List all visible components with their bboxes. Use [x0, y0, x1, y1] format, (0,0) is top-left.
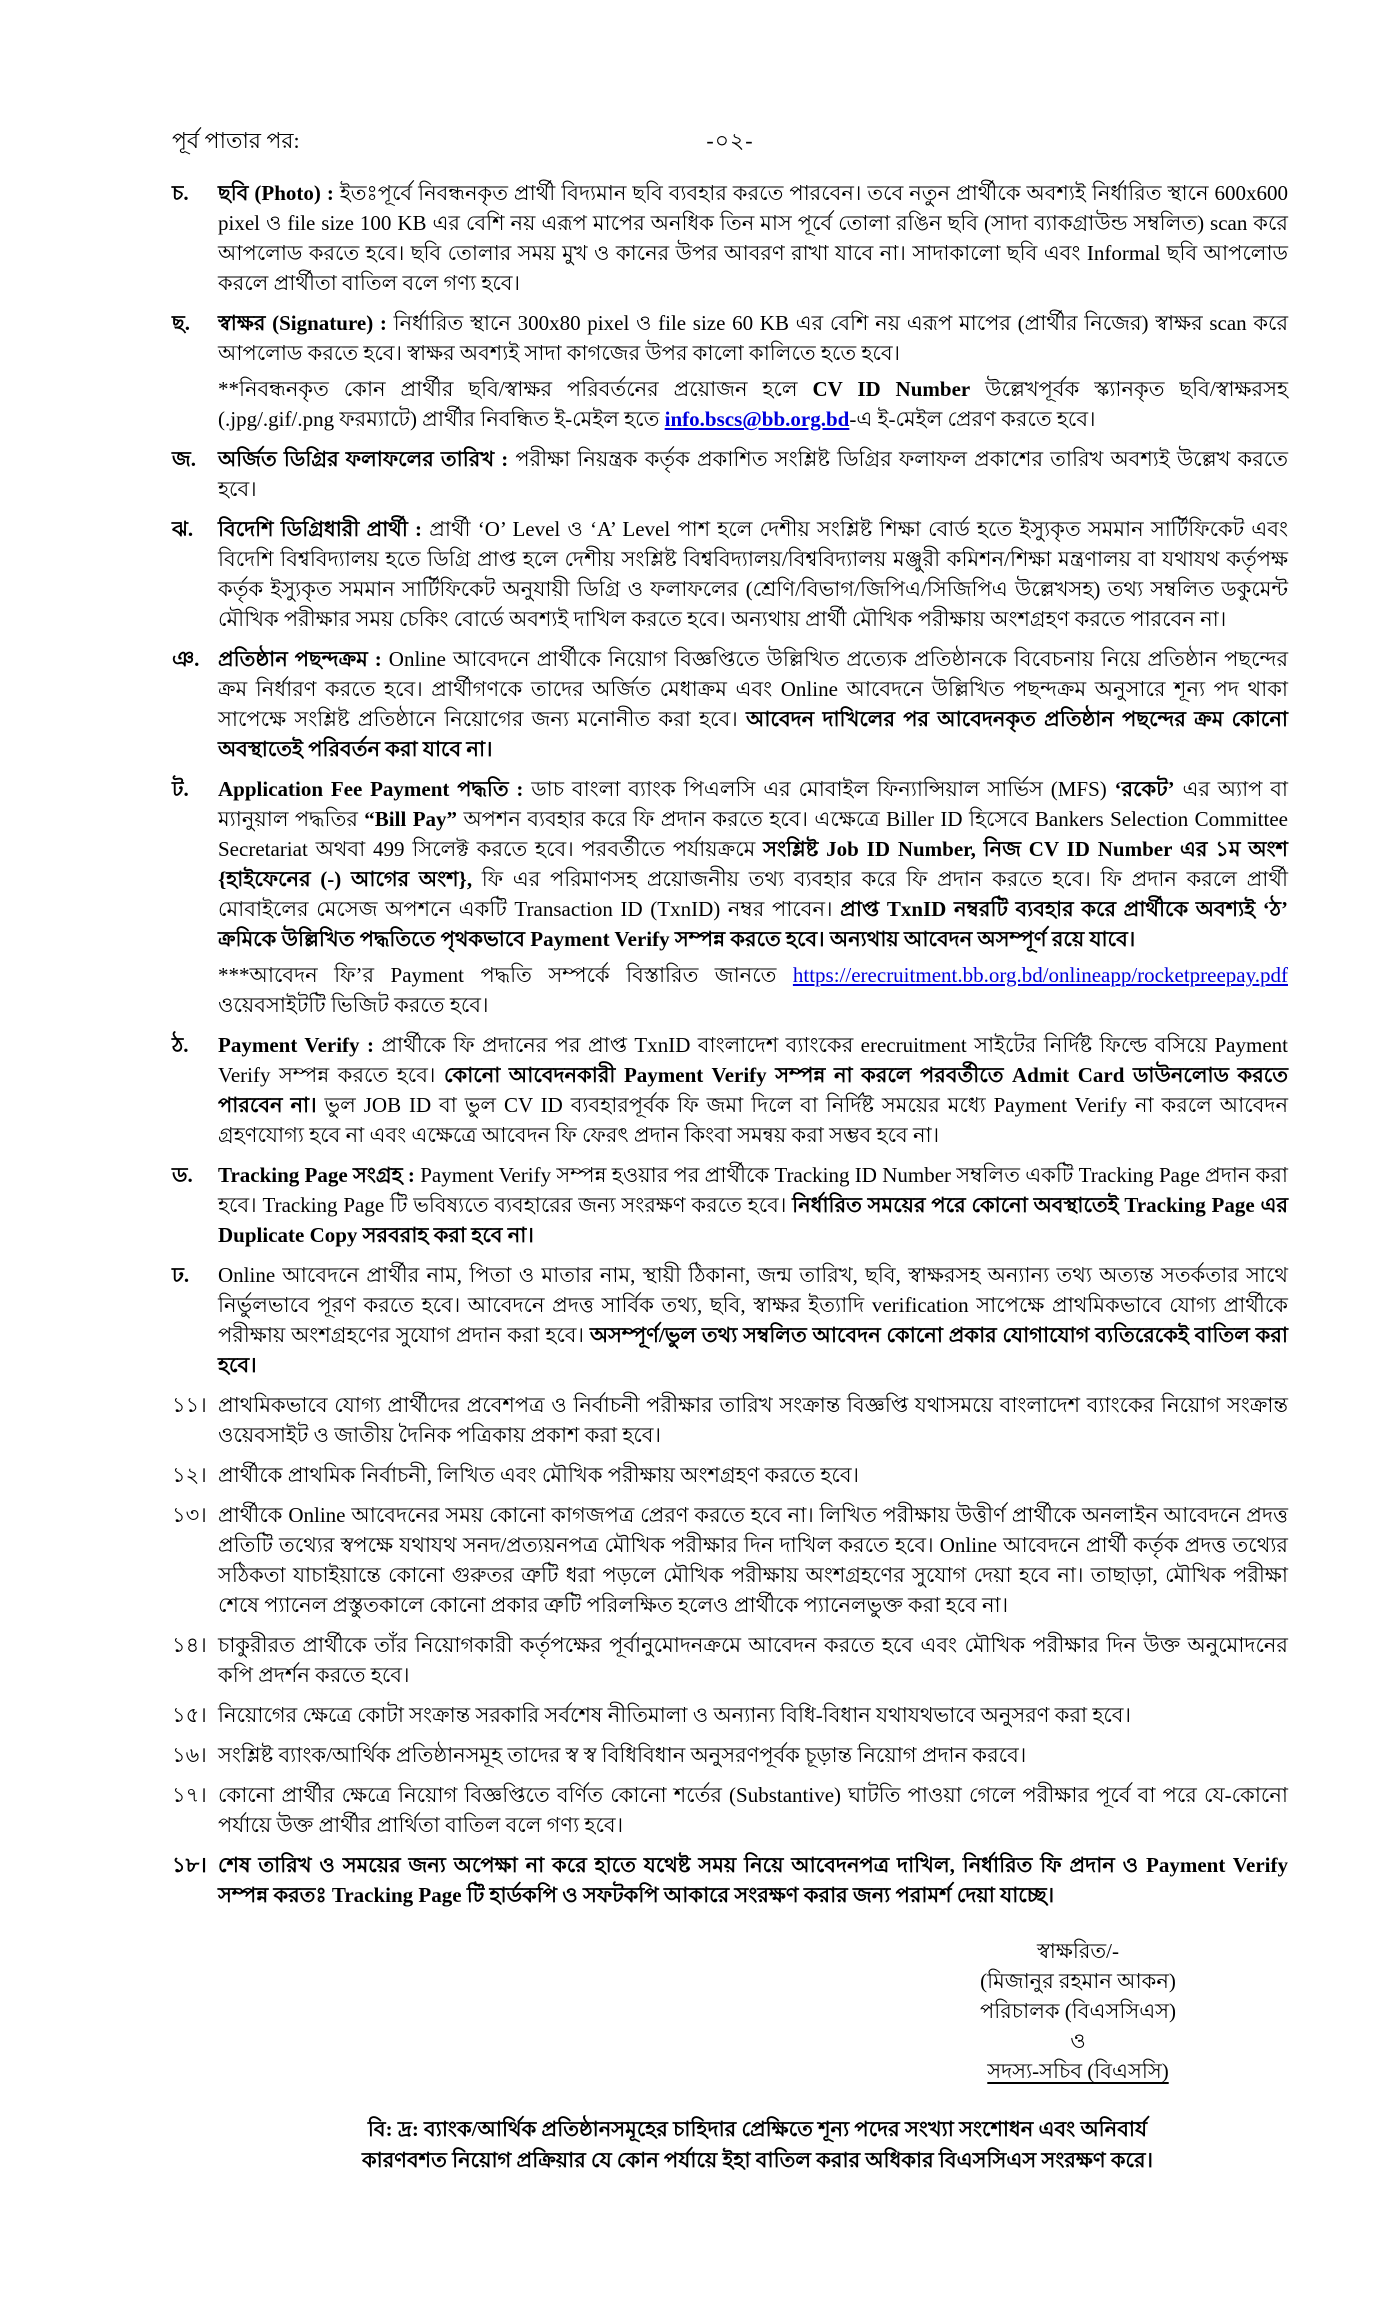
text-segment: চাকুরীরত প্রার্থীকে তাঁর নিয়োগকারী কর্তৃপক্ষের পূর্বানুমোদনক্রমে আবেদন করতে হবে এবং মৌখিক পরীক্ষার দিন উক্ত অনুমোদনের কপি প্রদর্শন করতে হবে। — [218, 1633, 1288, 1687]
text-segment: প্রার্থীকে প্রাথমিক নির্বাচনী, লিখিত এবং মৌখিক পরীক্ষায় অংশগ্রহণ করতে হবে। — [218, 1463, 860, 1487]
item-paragraph — [218, 1780, 1288, 1840]
item-body — [218, 1500, 1288, 1620]
text-segment: প্রাপ্ত TxnID নম্বরটি ব্যবহার করে প্রার্থীকে অবশ্যই ‘ঠ’ ক্রমিকে উল্লিখিত পদ্ধতিতে পৃথকভাবে Payment Verify সম্পন্ন করতে হবে। অন্যথায় আবেদন অসম্পূর্ণ রয়ে যাবে। — [218, 897, 1288, 951]
item-paragraph — [218, 514, 1288, 634]
text-segment: নির্ধারিত সময়ের পরে কোনো অবস্থাতেই Tracking Page এর Duplicate Copy সরবরাহ করা হবে না। — [218, 1193, 1288, 1247]
text-segment: Tracking Page সংগ্রহ : — [218, 1163, 421, 1187]
list-item-4 — [172, 514, 1288, 634]
list-item-11 — [172, 1460, 1288, 1490]
item-marker: ঠ. — [172, 1033, 189, 1057]
page-header — [172, 128, 1288, 158]
text-segment: Application Fee Payment পদ্ধতি : — [218, 777, 532, 801]
footnote — [172, 2114, 1288, 2176]
item-body — [218, 1030, 1288, 1150]
list-item-9 — [172, 1260, 1288, 1380]
text-segment: Payment Verify সম্পন্ন হওয়ার পর প্রার্থীকে Tracking ID Number সম্বলিত একটি Tracking Page প্রদান করা হবে। Tracking Page টি ভবিষ্যতে ব্যবহারের জন্য সংরক্ষণ করতে হবে। — [218, 1163, 1288, 1217]
text-segment: -এ ই-মেইল প্রেরণ করতে হবে। — [849, 407, 1096, 431]
text-segment: প্রার্থীকে Online আবেদনের সময় কোনো কাগজপত্র প্রেরণ করতে হবে না। লিখিত পরীক্ষায় উত্তীর্ণ প্রার্থীকে অনলাইন আবেদনে প্রদত্ত প্রতিটি তথ্যের স্বপক্ষে যথাযথ সনদ/প্রত্যয়নপত্র মৌখিক পরীক্ষার দিন দাখিল করতে হবে। Online আবেদনে প্রার্থী কর্তৃক প্রদত্ত তথ্যের সঠিকতা যাচাইয়ান্তে কোনো গুরুতর ত্রুটি ধরা পড়লে মৌখিক পরীক্ষায় অংশগ্রহণের সুযোগ দেয়া হবে না। তাছাড়া, মৌখিক পরীক্ষা শেষে প্যানেল প্রস্তুতকালে কোনো প্রকার ত্রুটি পরিলক্ষিত হলেও প্রার্থীকে প্যানেলভুক্ত করা হবে না। — [218, 1503, 1288, 1617]
list-item-3 — [172, 444, 1288, 504]
page-number: -০২- — [706, 128, 754, 153]
item-paragraph — [218, 308, 1288, 368]
item-paragraph — [218, 774, 1288, 954]
instruction-list — [172, 178, 1288, 1910]
text-segment: Payment Verify : — [218, 1033, 382, 1057]
list-item-8 — [172, 1160, 1288, 1250]
text-segment: ওয়েবসাইটটি ভিজিট করতে হবে। — [218, 993, 489, 1017]
text-segment: নিয়োগের ক্ষেত্রে কোটা সংক্রান্ত সরকারি সর্বশেষ নীতিমালা ও অন্যান্য বিধি-বিধান যথাযথভাবে অনুসরণ করা হবে। — [218, 1703, 1132, 1727]
item-paragraph — [218, 1260, 1288, 1380]
text-segment: অপশন ব্যবহার করে ফি প্রদান করতে হবে। এক্ষেত্রে Biller ID হিসেবে Bankers Selection Committee Secretariat অথবা 499 সিলেক্ট করতে হবে। পরবর্তীতে পর্যায়ক্রমে — [218, 807, 1288, 861]
item-body — [218, 774, 1288, 1020]
text-segment: অসম্পূর্ণ/ভুল তথ্য সম্বলিত আবেদন কোনো প্রকার যোগাযোগ ব্যতিরেকেই বাতিল করা হবে। — [218, 1323, 1288, 1377]
item-marker: ১৩। — [172, 1503, 207, 1527]
signatory-title-member-secretary: সদস্য-সচিব (বিএসসি) — [987, 2059, 1169, 2083]
item-marker: চ. — [172, 181, 189, 205]
item-marker: ঞ. — [172, 647, 200, 671]
item-marker: ১৮। — [172, 1853, 207, 1877]
item-body — [218, 1700, 1288, 1730]
item-body — [218, 1740, 1288, 1770]
item-body — [218, 1390, 1288, 1450]
item-body — [218, 1630, 1288, 1690]
list-item-1 — [172, 178, 1288, 298]
text-segment: ডাচ বাংলা ব্যাংক পিএলসি এর মোবাইল ফিন্যান্সিয়াল সার্ভিস (MFS) — [531, 777, 1115, 801]
list-item-12 — [172, 1500, 1288, 1620]
item-marker: ছ. — [172, 311, 190, 335]
text-segment: Online আবেদনে প্রার্থীকে নিয়োগ বিজ্ঞপ্তিতে উল্লিখিত প্রত্যেক প্রতিষ্ঠানকে বিবেচনায় নিয়ে প্রতিষ্ঠান পছন্দের ক্রম নির্ধারণ করতে হবে। প্রার্থীগণকে তাদের অর্জিত মেধাক্রম এবং Online আবেদনে উল্লিখিত পছন্দক্রম অনুসারে শূন্য পদ থাকা সাপেক্ষে সংশ্লিষ্ট প্রতিষ্ঠানে নিয়োগের জন্য মনোনীত করা হবে। — [218, 647, 1288, 731]
email-link[interactable]: info.bscs@bb.org.bd — [664, 407, 850, 431]
list-item-14 — [172, 1700, 1288, 1730]
list-item-15 — [172, 1740, 1288, 1770]
item-paragraph — [218, 1460, 1288, 1490]
text-segment: কোনো প্রার্থীর ক্ষেত্রে নিয়োগ বিজ্ঞপ্তিতে বর্ণিত কোনো শর্তের (Substantive) ঘাটতি পাওয়া গেলে পরীক্ষার পূর্বে বা পরে যে-কোনো পর্যায়ে উক্ত প্রার্থীর প্রার্থিতা বাতিল বলে গণ্য হবে। — [218, 1783, 1288, 1837]
text-segment: Online আবেদনে প্রার্থীর নাম, পিতা ও মাতার নাম, স্থায়ী ঠিকানা, জন্ম তারিখ, ছবি, স্বাক্ষরসহ অন্যান্য তথ্য অত্যন্ত সতর্কতার সাথে নির্ভুলভাবে পূরণ করতে হবে। আবেদনে প্রদত্ত সার্বিক তথ্য, ছবি, স্বাক্ষর ইত্যাদি verification সাপেক্ষে প্রাথমিকভাবে যোগ্য প্রার্থীকে পরীক্ষায় অংশগ্রহণের সুযোগ প্রদান করা হবে। — [218, 1263, 1288, 1347]
item-body — [218, 1260, 1288, 1380]
text-segment: CV ID Number — [812, 377, 971, 401]
item-paragraph — [218, 1160, 1288, 1250]
list-item-2 — [172, 308, 1288, 434]
item-marker: ড. — [172, 1163, 193, 1187]
item-marker: ১৭। — [172, 1783, 207, 1807]
text-segment: প্রাথমিকভাবে যোগ্য প্রার্থীদের প্রবেশপত্র ও নির্বাচনী পরীক্ষার তারিখ সংক্রান্ত বিজ্ঞপ্তি যথাসময়ে বাংলাদেশ ব্যাংকের নিয়োগ সংক্রান্ত ওয়েবসাইট ও জাতীয় দৈনিক পত্রিকায় প্রকাশ করা হবে। — [218, 1393, 1288, 1447]
text-segment: প্রতিষ্ঠান পছন্দক্রম : — [218, 647, 389, 671]
text-segment: স্বাক্ষর (Signature) : — [218, 311, 394, 335]
item-marker: ১৫। — [172, 1703, 207, 1727]
footnote-line-1: বি: দ্র: ব্যাংক/আর্থিক প্রতিষ্ঠানসমূহের চাহিদার প্রেক্ষিতে শূন্য পদের সংখ্যা সংশোধন এবং অনিবার্য — [367, 2117, 1148, 2141]
item-paragraph — [218, 1030, 1288, 1150]
item-marker: ১১। — [172, 1393, 207, 1417]
text-segment: শেষ তারিখ ও সময়ের জন্য অপেক্ষা না করে হাতে যথেষ্ট সময় নিয়ে আবেদনপত্র দাখিল, নির্ধারিত ফি প্রদান ও — [218, 1853, 1146, 1877]
text-segment: টি হার্ডকপি ও সফটকপি আকারে সংরক্ষণ করার জন্য পরামর্শ দেয়া যাচ্ছে। — [461, 1883, 1055, 1907]
text-segment: বিদেশি ডিগ্রিধারী প্রার্থী : — [218, 517, 430, 541]
text-segment: ভুল JOB ID বা ভুল CV ID ব্যবহারপূর্বক ফি জমা দিলে বা নির্দিষ্ট সময়ের মধ্যে Payment Verify না করলে আবেদন গ্রহণযোগ্য হবে না এবং এক্ষেত্রে আবেদন ফি ফেরৎ প্রদান কিংবা সমন্বয় করা সম্ভব হবে না। — [218, 1093, 1288, 1147]
text-segment: ***আবেদন ফি’র Payment পদ্ধতি সম্পর্কে বিস্তারিত জানতে — [218, 963, 793, 987]
list-item-13 — [172, 1630, 1288, 1690]
text-segment: ইতঃপূর্বে নিবন্ধনকৃত প্রার্থী বিদ্যমান ছবি ব্যবহার করতে পারবেন। তবে নতুন প্রার্থীকে অবশ্যই নির্ধারিত স্থানে 600x600 pixel ও file size 100 KB এর বেশি নয় এরূপ মাপের অনধিক তিন মাস পূর্বে তোলা রঙিন ছবি (সাদা ব্যাকগ্রাউন্ড সম্বলিত) scan করে আপলোড করতে হবে। ছবি তোলার সময় মুখ ও কানের উপর আবরণ রাখা যাবে না। সাদাকালো ছবি এবং Informal ছবি আপলোড করলে প্রার্থীতা বাতিল বলে গণ্য হবে। — [218, 181, 1288, 295]
text-segment: এর অ্যাপ বা ম্যানুয়াল পদ্ধতির — [218, 777, 1288, 831]
item-body — [218, 444, 1288, 504]
item-body — [218, 1850, 1288, 1910]
item-paragraph — [218, 1500, 1288, 1620]
item-paragraph — [218, 1740, 1288, 1770]
item-paragraph — [218, 1700, 1288, 1730]
item-body — [218, 1780, 1288, 1840]
item-marker: জ. — [172, 447, 197, 471]
item-marker: ১২। — [172, 1463, 207, 1487]
text-segment: আবেদন দাখিলের পর আবেদনকৃত প্রতিষ্ঠান পছন্দের ক্রম কোনো অবস্থাতেই পরিবর্তন করা যাবে না। — [218, 707, 1288, 761]
item-paragraph — [218, 1850, 1288, 1910]
text-segment: অর্জিত ডিগ্রির ফলাফলের তারিখ : — [218, 447, 516, 471]
text-segment: ‘রকেট’ — [1114, 777, 1175, 801]
text-segment: সংশ্লিষ্ট Job ID Number, নিজ CV ID Number এর ১ম অংশ {হাইফেনের (-) আগের অংশ}, — [218, 837, 1288, 891]
signature-block — [928, 1936, 1228, 2086]
item-marker: ১৪। — [172, 1633, 207, 1657]
item-body — [218, 308, 1288, 434]
text-segment: ফি এর পরিমাণসহ প্রয়োজনীয় তথ্য ব্যবহার করে ফি প্রদান করতে হবে। ফি প্রদান করলে প্রার্থী মোবাইলের মেসেজ অপশনে একটি Transaction ID (TxnID) নম্বর পাবেন। — [218, 867, 1288, 921]
item-paragraph — [218, 1390, 1288, 1450]
list-item-16 — [172, 1780, 1288, 1840]
item-body — [218, 1460, 1288, 1490]
item-marker: ট. — [172, 777, 189, 801]
list-item-10 — [172, 1390, 1288, 1450]
item-body — [218, 514, 1288, 634]
text-segment: উল্লেখপূর্বক স্ক্যানকৃত ছবি/স্বাক্ষরসহ (.jpg/.gif/.png ফরম্যাটে) প্রার্থীর নিবন্ধিত ই-মেইল হতে — [218, 377, 1289, 431]
item-subnote — [218, 374, 1288, 434]
item-subnote — [218, 960, 1288, 1020]
text-segment: “Bill Pay” — [364, 807, 458, 831]
signatory-title-director: পরিচালক (বিএসসিএস) — [979, 1999, 1177, 2023]
text-segment: পরীক্ষা নিয়ন্ত্রক কর্তৃক প্রকাশিত সংশ্লিষ্ট ডিগ্রির ফলাফল প্রকাশের তারিখ অবশ্যই উল্লেখ করতে হবে। — [218, 447, 1288, 501]
text-segment: প্রার্থীকে ফি প্রদানের পর প্রাপ্ত TxnID বাংলাদেশ ব্যাংকের erecruitment সাইটের নির্দিষ্ট ফিল্ডে বসিয়ে Payment Verify সম্পন্ন করতে হবে। — [218, 1033, 1288, 1087]
list-item-5 — [172, 644, 1288, 764]
signatory-conjunction: ও — [1070, 2029, 1086, 2053]
signed-label: স্বাক্ষরিত/- — [1036, 1939, 1120, 1963]
signatory-name: (মিজানুর রহমান আকন) — [980, 1969, 1176, 1993]
continuation-label: পূর্ব পাতার পর: — [172, 128, 300, 153]
item-marker: ঝ. — [172, 517, 194, 541]
item-paragraph — [218, 644, 1288, 764]
text-segment: Payment Verify — [1146, 1853, 1288, 1877]
payment-guide-link[interactable]: https://erecruitment.bb.org.bd/onlineapp/rocketpreepay.pdf — [792, 963, 1288, 987]
item-paragraph — [218, 1630, 1288, 1690]
item-body — [218, 1160, 1288, 1250]
item-marker: ঢ. — [172, 1263, 190, 1287]
text-segment: সম্পন্ন করতঃ — [218, 1883, 332, 1907]
text-segment: Tracking Page — [331, 1883, 462, 1907]
footnote-line-2: কারণবশত নিয়োগ প্রক্রিয়ার যে কোন পর্যায়ে ইহা বাতিল করার অধিকার বিএসসিএস সংরক্ষণ করে। — [361, 2148, 1154, 2172]
item-paragraph — [218, 444, 1288, 504]
item-body — [218, 178, 1288, 298]
text-segment: ছবি (Photo) : — [218, 181, 340, 205]
text-segment: প্রার্থী ‘O’ Level ও ‘A’ Level পাশ হলে দেশীয় সংশ্লিষ্ট শিক্ষা বোর্ড হতে ইস্যুকৃত সমমান সার্টিফিকেট এবং বিদেশি বিশ্ববিদ্যালয় হতে ডিগ্রি প্রাপ্ত হলে দেশীয় সংশ্লিষ্ট বিশ্ববিদ্যালয়/বিশ্ববিদ্যালয় মঞ্জুরী কমিশন/শিক্ষা মন্ত্রণালয় বা যথাযথ কর্তৃপক্ষ কর্তৃক ইস্যুকৃত সমমান সার্টিফিকেট অনুযায়ী ডিগ্রি ও ফলাফলের (শ্রেণি/বিভাগ/জিপিএ/সিজিপিএ উল্লেখসহ) তথ্য সম্বলিত ডকুমেন্ট মৌখিক পরীক্ষার সময় চেকিং বোর্ডে অবশ্যই দাখিল করতে হবে। অন্যথায় প্রার্থী মৌখিক পরীক্ষায় অংশগ্রহণ করতে পারবেন না। — [218, 517, 1289, 631]
item-body — [218, 644, 1288, 764]
list-item-6 — [172, 774, 1288, 1020]
item-marker: ১৬। — [172, 1743, 207, 1767]
text-segment: **নিবন্ধনকৃত কোন প্রার্থীর ছবি/স্বাক্ষর পরিবর্তনের প্রয়োজন হলে — [218, 377, 813, 401]
text-segment: কোনো আবেদনকারী Payment Verify সম্পন্ন না করলে পরবর্তীতে Admit Card ডাউনলোড করতে পারবেন না। — [218, 1063, 1288, 1117]
list-item-17 — [172, 1850, 1288, 1910]
text-segment: সংশ্লিষ্ট ব্যাংক/আর্থিক প্রতিষ্ঠানসমূহ তাদের স্ব স্ব বিধিবিধান অনুসরণপূর্বক চূড়ান্ত নিয়োগ প্রদান করবে। — [218, 1743, 1027, 1767]
item-paragraph — [218, 178, 1288, 298]
text-segment: নির্ধারিত স্থানে 300x80 pixel ও file size 60 KB এর বেশি নয় এরূপ মাপের (প্রার্থীর নিজের) স্বাক্ষর scan করে আপলোড করতে হবে। স্বাক্ষর অবশ্যই সাদা কাগজের উপর কালো কালিতে হতে হবে। — [218, 311, 1289, 365]
list-item-7 — [172, 1030, 1288, 1150]
